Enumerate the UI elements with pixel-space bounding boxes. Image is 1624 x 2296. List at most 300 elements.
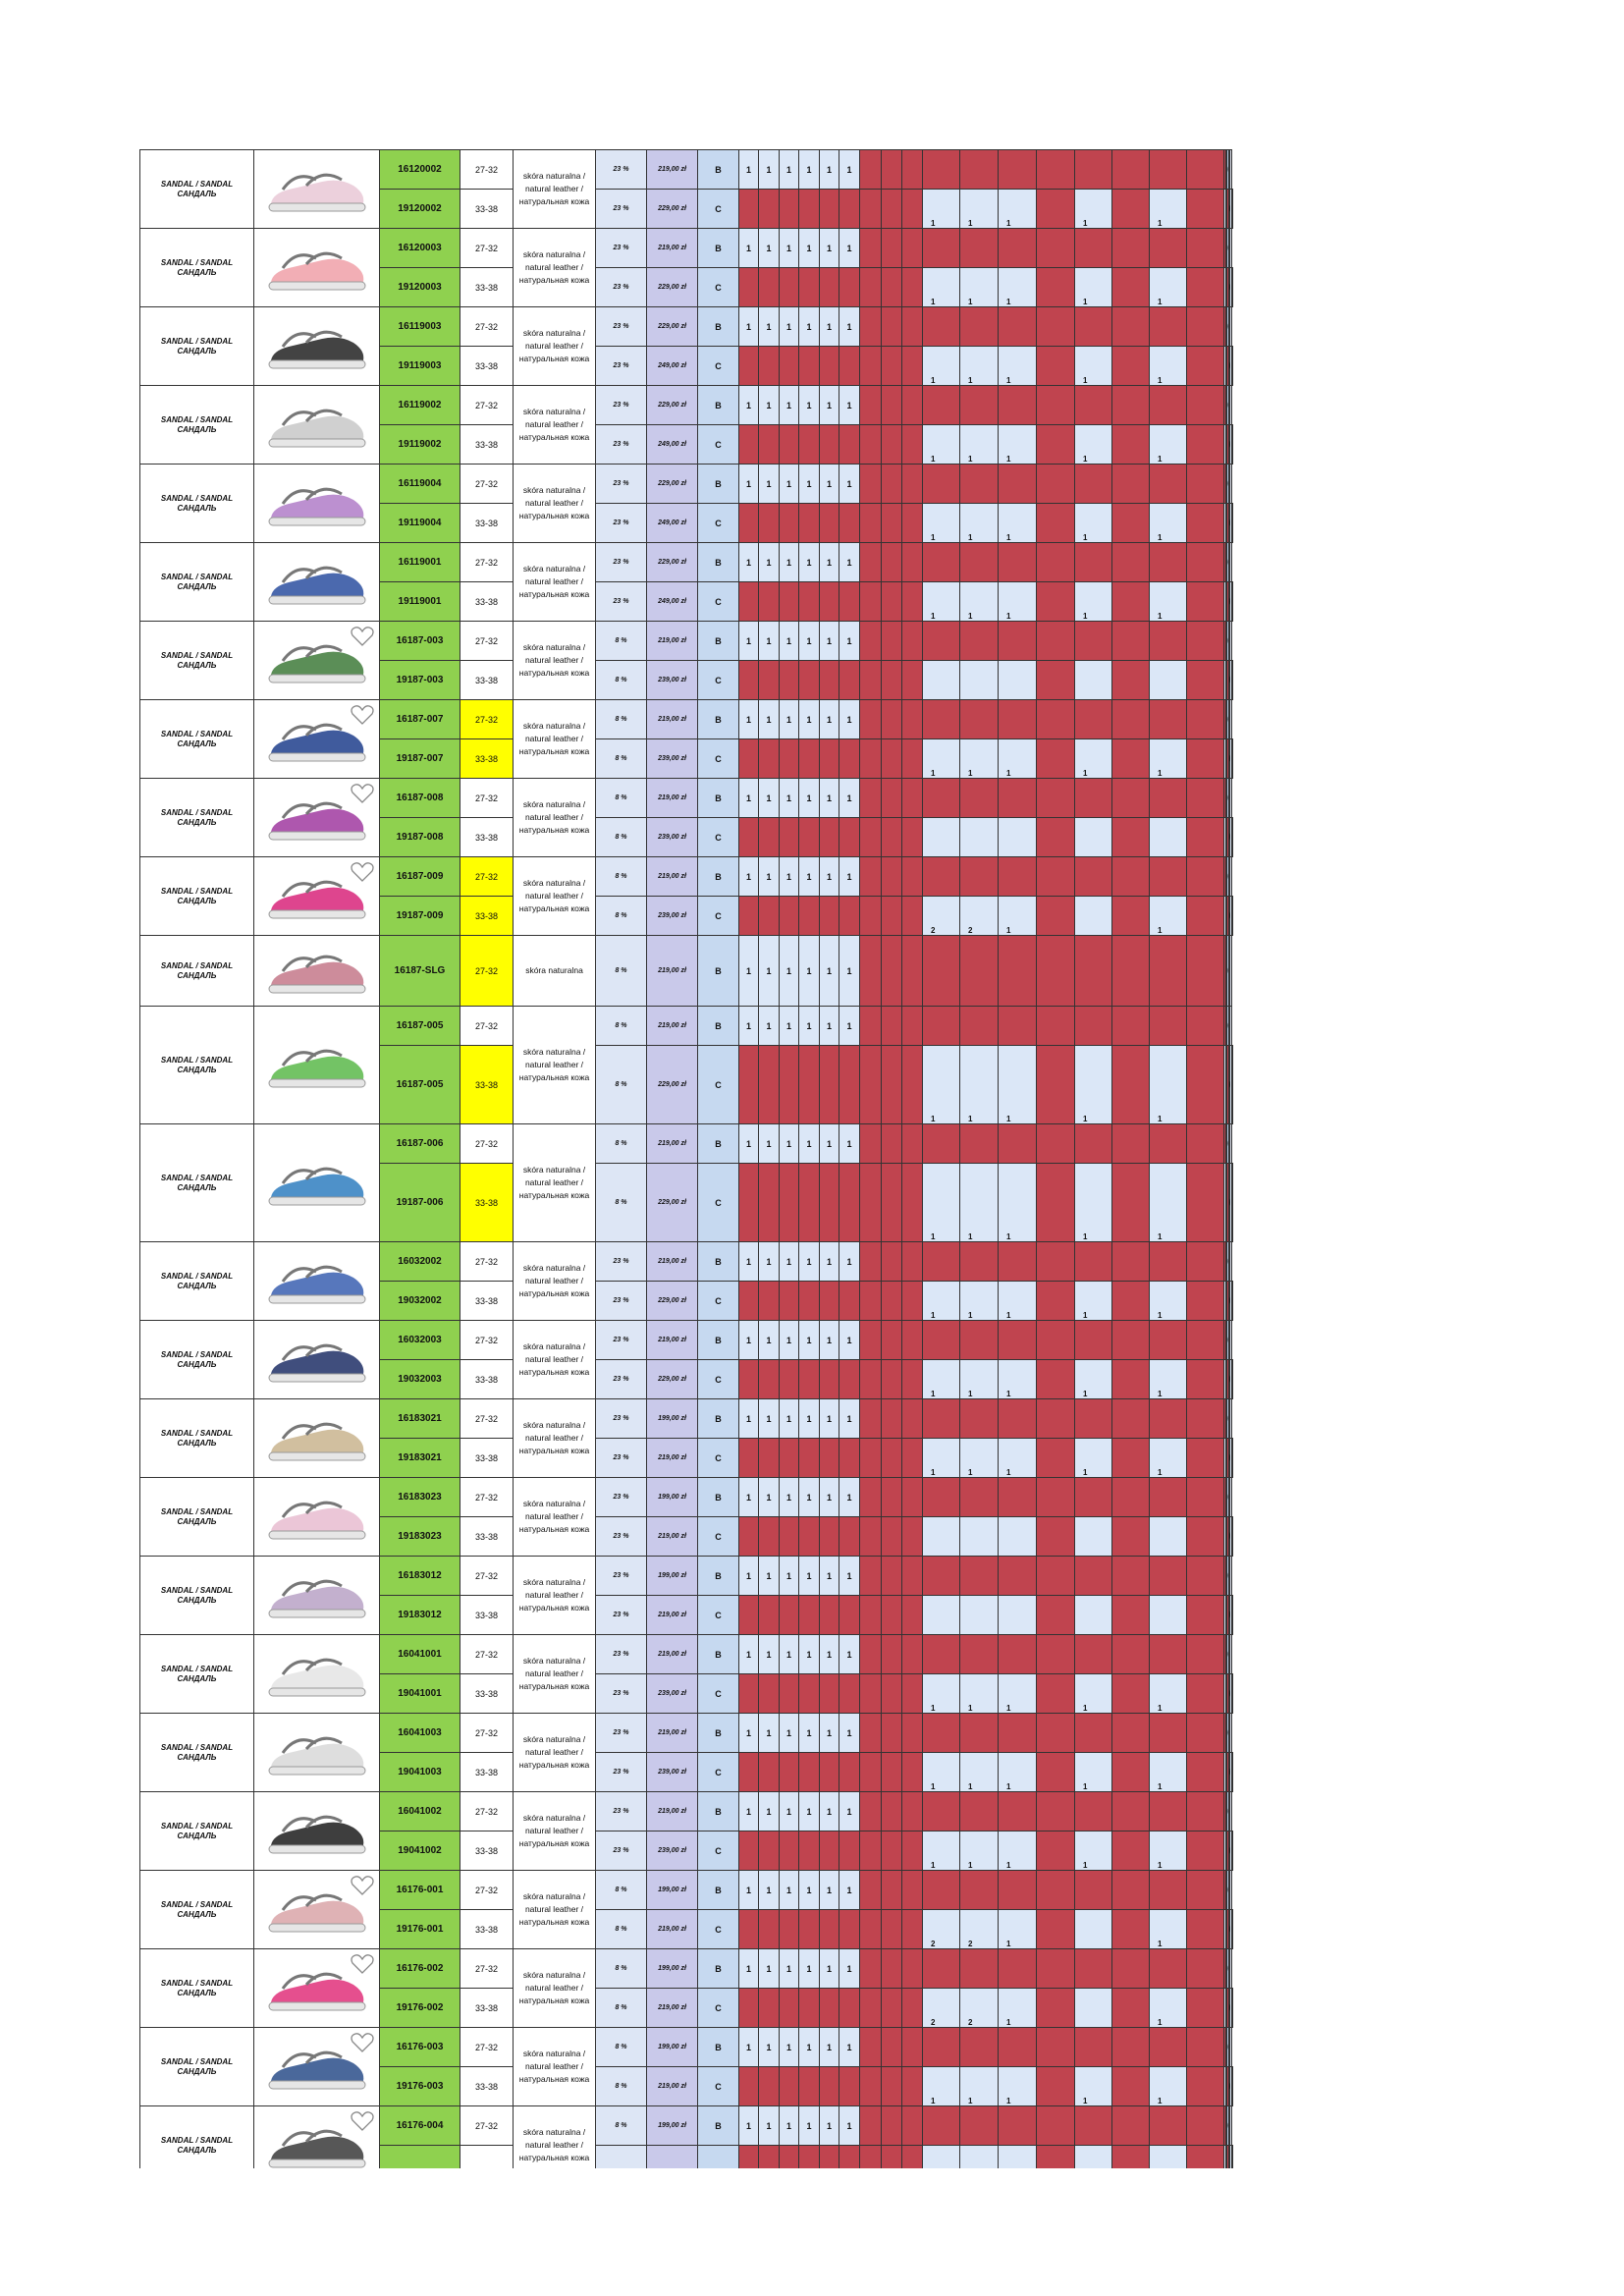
- size-qty-cell[interactable]: [1150, 1989, 1187, 2028]
- size-qty-cell[interactable]: [923, 1282, 960, 1321]
- size-qty-cell[interactable]: [1224, 425, 1226, 465]
- size-qty-cell[interactable]: [923, 2067, 960, 2106]
- qty-cell[interactable]: 1: [820, 1635, 839, 1674]
- size-qty-cell[interactable]: [960, 1596, 999, 1635]
- qty-cell[interactable]: 1: [759, 1557, 780, 1596]
- qty-cell[interactable]: 1: [780, 543, 799, 582]
- size-qty-cell[interactable]: [923, 1753, 960, 1792]
- empty-cell[interactable]: [1231, 1910, 1233, 1949]
- size-qty-cell[interactable]: [1150, 661, 1187, 700]
- qty-cell[interactable]: 1: [839, 1949, 860, 1989]
- qty-cell[interactable]: 1: [820, 622, 839, 661]
- qty-cell[interactable]: 1: [780, 1635, 799, 1674]
- size-qty-cell[interactable]: [1150, 1360, 1187, 1399]
- size-qty-cell[interactable]: [999, 1910, 1037, 1949]
- qty-cell[interactable]: 1: [759, 1635, 780, 1674]
- qty-cell[interactable]: 1: [739, 1321, 759, 1360]
- size-qty-cell[interactable]: [1150, 1831, 1187, 1871]
- qty-cell[interactable]: 1: [839, 229, 860, 268]
- qty-cell[interactable]: 1: [759, 386, 780, 425]
- size-qty-cell[interactable]: [1224, 1910, 1226, 1949]
- qty-cell[interactable]: 1: [780, 465, 799, 504]
- qty-cell[interactable]: 1: [799, 700, 820, 739]
- empty-cell[interactable]: [1230, 1557, 1232, 1596]
- qty-cell[interactable]: 1: [799, 1557, 820, 1596]
- qty-cell[interactable]: 1: [839, 2106, 860, 2146]
- qty-cell[interactable]: 1: [799, 1635, 820, 1674]
- empty-cell[interactable]: [1230, 1124, 1232, 1164]
- qty-cell[interactable]: 1: [799, 307, 820, 347]
- size-qty-cell[interactable]: [960, 818, 999, 857]
- size-qty-cell[interactable]: [1150, 1164, 1187, 1242]
- qty-cell[interactable]: 1: [820, 1714, 839, 1753]
- empty-cell[interactable]: [1230, 1399, 1232, 1439]
- qty-cell[interactable]: 1: [839, 1557, 860, 1596]
- qty-cell[interactable]: 1: [820, 543, 839, 582]
- heart-icon[interactable]: [350, 2030, 375, 2055]
- size-qty-cell[interactable]: [1224, 818, 1226, 857]
- qty-cell[interactable]: 1: [780, 936, 799, 1007]
- size-qty-cell[interactable]: [1150, 1046, 1187, 1124]
- empty-cell[interactable]: [1230, 465, 1232, 504]
- qty-cell[interactable]: 1: [839, 1242, 860, 1282]
- qty-cell[interactable]: 1: [759, 1871, 780, 1910]
- size-qty-cell[interactable]: [1075, 1596, 1112, 1635]
- qty-cell[interactable]: 1: [839, 1007, 860, 1046]
- size-qty-cell[interactable]: [999, 739, 1037, 779]
- size-qty-cell[interactable]: [1075, 268, 1112, 307]
- qty-cell[interactable]: 1: [799, 543, 820, 582]
- size-qty-cell[interactable]: [1075, 2067, 1112, 2106]
- qty-cell[interactable]: 1: [839, 1478, 860, 1517]
- size-qty-cell[interactable]: [1075, 1517, 1112, 1557]
- qty-cell[interactable]: 1: [839, 150, 860, 190]
- size-qty-cell[interactable]: [960, 1046, 999, 1124]
- qty-cell[interactable]: 1: [759, 1399, 780, 1439]
- empty-cell[interactable]: [1231, 661, 1233, 700]
- qty-cell[interactable]: 1: [780, 1399, 799, 1439]
- size-qty-cell[interactable]: [960, 897, 999, 936]
- size-qty-cell[interactable]: [960, 1910, 999, 1949]
- qty-cell[interactable]: 1: [759, 622, 780, 661]
- empty-cell[interactable]: [1230, 386, 1232, 425]
- qty-cell[interactable]: 1: [759, 229, 780, 268]
- size-qty-cell[interactable]: [999, 1517, 1037, 1557]
- qty-cell[interactable]: 1: [820, 386, 839, 425]
- qty-cell[interactable]: 1: [799, 936, 820, 1007]
- qty-cell[interactable]: 1: [759, 1007, 780, 1046]
- qty-cell[interactable]: 1: [820, 2028, 839, 2067]
- qty-cell[interactable]: 1: [739, 1871, 759, 1910]
- size-qty-cell[interactable]: [923, 1164, 960, 1242]
- size-qty-cell[interactable]: [960, 661, 999, 700]
- size-qty-cell[interactable]: [999, 190, 1037, 229]
- size-qty-cell[interactable]: [999, 268, 1037, 307]
- qty-cell[interactable]: 1: [820, 1124, 839, 1164]
- qty-cell[interactable]: 1: [759, 936, 780, 1007]
- qty-cell[interactable]: 1: [839, 1635, 860, 1674]
- size-qty-cell[interactable]: [1224, 1674, 1226, 1714]
- size-qty-cell[interactable]: [1075, 1753, 1112, 1792]
- size-qty-cell[interactable]: [999, 1164, 1037, 1242]
- size-qty-cell[interactable]: [1075, 1164, 1112, 1242]
- empty-cell[interactable]: [1230, 1478, 1232, 1517]
- size-qty-cell[interactable]: [1224, 1360, 1226, 1399]
- qty-cell[interactable]: 1: [780, 2028, 799, 2067]
- size-qty-cell[interactable]: [999, 2067, 1037, 2106]
- size-qty-cell[interactable]: [999, 1439, 1037, 1478]
- qty-cell[interactable]: 1: [799, 1321, 820, 1360]
- qty-cell[interactable]: 1: [780, 1792, 799, 1831]
- empty-cell[interactable]: [1230, 1242, 1232, 1282]
- size-qty-cell[interactable]: [960, 1517, 999, 1557]
- empty-cell[interactable]: [1231, 2067, 1233, 2106]
- qty-cell[interactable]: 1: [820, 936, 839, 1007]
- size-qty-cell[interactable]: [1075, 582, 1112, 622]
- size-qty-cell[interactable]: [1150, 2067, 1187, 2106]
- empty-cell[interactable]: [1231, 1164, 1233, 1242]
- qty-cell[interactable]: 1: [780, 1124, 799, 1164]
- size-qty-cell[interactable]: [960, 1164, 999, 1242]
- qty-cell[interactable]: 1: [820, 1949, 839, 1989]
- empty-cell[interactable]: [1230, 936, 1232, 1007]
- qty-cell[interactable]: 1: [739, 857, 759, 897]
- size-qty-cell[interactable]: [960, 1282, 999, 1321]
- empty-cell[interactable]: [1230, 779, 1232, 818]
- empty-cell[interactable]: [1230, 543, 1232, 582]
- size-qty-cell[interactable]: [1075, 1674, 1112, 1714]
- size-qty-cell[interactable]: [1224, 1753, 1226, 1792]
- qty-cell[interactable]: 1: [739, 465, 759, 504]
- qty-cell[interactable]: 1: [739, 307, 759, 347]
- qty-cell[interactable]: 1: [820, 1871, 839, 1910]
- size-qty-cell[interactable]: [999, 425, 1037, 465]
- size-qty-cell[interactable]: [999, 1674, 1037, 1714]
- qty-cell[interactable]: 1: [839, 700, 860, 739]
- size-qty-cell[interactable]: [1224, 2146, 1226, 2169]
- size-qty-cell[interactable]: [999, 1831, 1037, 1871]
- qty-cell[interactable]: 1: [759, 700, 780, 739]
- qty-cell[interactable]: 1: [820, 150, 839, 190]
- qty-cell[interactable]: 1: [739, 1242, 759, 1282]
- qty-cell[interactable]: 1: [780, 2106, 799, 2146]
- size-qty-cell[interactable]: [1224, 1164, 1226, 1242]
- qty-cell[interactable]: 1: [759, 150, 780, 190]
- size-qty-cell[interactable]: [1224, 661, 1226, 700]
- size-qty-cell[interactable]: [923, 1046, 960, 1124]
- heart-icon[interactable]: [350, 1951, 375, 1977]
- size-qty-cell[interactable]: [923, 739, 960, 779]
- qty-cell[interactable]: 1: [780, 1714, 799, 1753]
- qty-cell[interactable]: 1: [839, 622, 860, 661]
- empty-cell[interactable]: [1231, 425, 1233, 465]
- heart-icon[interactable]: [350, 1873, 375, 1898]
- size-qty-cell[interactable]: [1075, 1046, 1112, 1124]
- size-qty-cell[interactable]: [999, 582, 1037, 622]
- qty-cell[interactable]: 1: [820, 465, 839, 504]
- qty-cell[interactable]: 1: [780, 1949, 799, 1989]
- empty-cell[interactable]: [1231, 1439, 1233, 1478]
- qty-cell[interactable]: 1: [839, 1321, 860, 1360]
- size-qty-cell[interactable]: [999, 504, 1037, 543]
- size-qty-cell[interactable]: [999, 1989, 1037, 2028]
- empty-cell[interactable]: [1230, 700, 1232, 739]
- empty-cell[interactable]: [1230, 1871, 1232, 1910]
- qty-cell[interactable]: 1: [739, 622, 759, 661]
- qty-cell[interactable]: 1: [780, 779, 799, 818]
- qty-cell[interactable]: 1: [739, 386, 759, 425]
- size-qty-cell[interactable]: [1150, 1674, 1187, 1714]
- size-qty-cell[interactable]: [999, 661, 1037, 700]
- size-qty-cell[interactable]: [923, 1910, 960, 1949]
- size-qty-cell[interactable]: [999, 2146, 1037, 2169]
- size-qty-cell[interactable]: [999, 1596, 1037, 1635]
- qty-cell[interactable]: 1: [839, 779, 860, 818]
- empty-cell[interactable]: [1231, 1360, 1233, 1399]
- size-qty-cell[interactable]: [1224, 1517, 1226, 1557]
- qty-cell[interactable]: 1: [739, 1635, 759, 1674]
- qty-cell[interactable]: 1: [799, 1949, 820, 1989]
- size-qty-cell[interactable]: [1150, 347, 1187, 386]
- qty-cell[interactable]: 1: [820, 2106, 839, 2146]
- size-qty-cell[interactable]: [923, 582, 960, 622]
- size-qty-cell[interactable]: [923, 425, 960, 465]
- empty-cell[interactable]: [1230, 150, 1232, 190]
- qty-cell[interactable]: 1: [739, 1557, 759, 1596]
- qty-cell[interactable]: 1: [799, 1242, 820, 1282]
- qty-cell[interactable]: 1: [759, 1124, 780, 1164]
- qty-cell[interactable]: 1: [759, 1321, 780, 1360]
- empty-cell[interactable]: [1231, 504, 1233, 543]
- empty-cell[interactable]: [1231, 739, 1233, 779]
- qty-cell[interactable]: 1: [759, 465, 780, 504]
- empty-cell[interactable]: [1231, 1989, 1233, 2028]
- qty-cell[interactable]: 1: [780, 386, 799, 425]
- empty-cell[interactable]: [1231, 347, 1233, 386]
- size-qty-cell[interactable]: [1224, 268, 1226, 307]
- empty-cell[interactable]: [1230, 1635, 1232, 1674]
- size-qty-cell[interactable]: [1150, 504, 1187, 543]
- size-qty-cell[interactable]: [960, 739, 999, 779]
- size-qty-cell[interactable]: [1075, 1910, 1112, 1949]
- empty-cell[interactable]: [1230, 1714, 1232, 1753]
- size-qty-cell[interactable]: [923, 347, 960, 386]
- qty-cell[interactable]: 1: [780, 1321, 799, 1360]
- qty-cell[interactable]: 1: [799, 2106, 820, 2146]
- size-qty-cell[interactable]: [1150, 897, 1187, 936]
- qty-cell[interactable]: 1: [780, 150, 799, 190]
- size-qty-cell[interactable]: [1150, 1596, 1187, 1635]
- size-qty-cell[interactable]: [1150, 268, 1187, 307]
- qty-cell[interactable]: 1: [839, 1714, 860, 1753]
- qty-cell[interactable]: 1: [820, 307, 839, 347]
- empty-cell[interactable]: [1230, 307, 1232, 347]
- empty-cell[interactable]: [1231, 1596, 1233, 1635]
- qty-cell[interactable]: 1: [839, 936, 860, 1007]
- size-qty-cell[interactable]: [960, 582, 999, 622]
- size-qty-cell[interactable]: [1224, 1989, 1226, 2028]
- qty-cell[interactable]: 1: [739, 936, 759, 1007]
- qty-cell[interactable]: 1: [799, 779, 820, 818]
- qty-cell[interactable]: 1: [759, 1792, 780, 1831]
- size-qty-cell[interactable]: [923, 818, 960, 857]
- qty-cell[interactable]: 1: [820, 857, 839, 897]
- empty-cell[interactable]: [1231, 1517, 1233, 1557]
- size-qty-cell[interactable]: [1150, 1439, 1187, 1478]
- size-qty-cell[interactable]: [1224, 739, 1226, 779]
- heart-icon[interactable]: [350, 781, 375, 806]
- qty-cell[interactable]: 1: [759, 1242, 780, 1282]
- size-qty-cell[interactable]: [1224, 2067, 1226, 2106]
- empty-cell[interactable]: [1231, 1046, 1233, 1124]
- qty-cell[interactable]: 1: [780, 1871, 799, 1910]
- size-qty-cell[interactable]: [960, 1989, 999, 2028]
- qty-cell[interactable]: 1: [739, 1792, 759, 1831]
- size-qty-cell[interactable]: [923, 190, 960, 229]
- size-qty-cell[interactable]: [1224, 504, 1226, 543]
- qty-cell[interactable]: 1: [839, 307, 860, 347]
- heart-icon[interactable]: [350, 2108, 375, 2134]
- size-qty-cell[interactable]: [1150, 2146, 1187, 2169]
- size-qty-cell[interactable]: [1150, 582, 1187, 622]
- qty-cell[interactable]: 1: [739, 1949, 759, 1989]
- size-qty-cell[interactable]: [1075, 1989, 1112, 2028]
- qty-cell[interactable]: 1: [820, 1242, 839, 1282]
- size-qty-cell[interactable]: [960, 1753, 999, 1792]
- size-qty-cell[interactable]: [1075, 425, 1112, 465]
- qty-cell[interactable]: 1: [759, 857, 780, 897]
- size-qty-cell[interactable]: [1075, 1439, 1112, 1478]
- size-qty-cell[interactable]: [923, 1517, 960, 1557]
- size-qty-cell[interactable]: [1224, 897, 1226, 936]
- qty-cell[interactable]: 1: [820, 779, 839, 818]
- qty-cell[interactable]: 1: [759, 543, 780, 582]
- empty-cell[interactable]: [1231, 1674, 1233, 1714]
- qty-cell[interactable]: 1: [839, 1124, 860, 1164]
- qty-cell[interactable]: 1: [739, 1478, 759, 1517]
- qty-cell[interactable]: 1: [799, 465, 820, 504]
- qty-cell[interactable]: 1: [759, 779, 780, 818]
- heart-icon[interactable]: [350, 702, 375, 728]
- qty-cell[interactable]: 1: [739, 779, 759, 818]
- empty-cell[interactable]: [1231, 1282, 1233, 1321]
- size-qty-cell[interactable]: [1075, 897, 1112, 936]
- qty-cell[interactable]: 1: [739, 150, 759, 190]
- size-qty-cell[interactable]: [923, 661, 960, 700]
- size-qty-cell[interactable]: [999, 1360, 1037, 1399]
- qty-cell[interactable]: 1: [839, 1871, 860, 1910]
- empty-cell[interactable]: [1231, 2146, 1233, 2169]
- qty-cell[interactable]: 1: [839, 857, 860, 897]
- size-qty-cell[interactable]: [1075, 2146, 1112, 2169]
- size-qty-cell[interactable]: [960, 425, 999, 465]
- qty-cell[interactable]: 1: [839, 1399, 860, 1439]
- qty-cell[interactable]: 1: [739, 700, 759, 739]
- size-qty-cell[interactable]: [1150, 1753, 1187, 1792]
- size-qty-cell[interactable]: [1150, 190, 1187, 229]
- qty-cell[interactable]: 1: [780, 229, 799, 268]
- qty-cell[interactable]: 1: [780, 700, 799, 739]
- empty-cell[interactable]: [1231, 268, 1233, 307]
- empty-cell[interactable]: [1230, 1792, 1232, 1831]
- qty-cell[interactable]: 1: [799, 1124, 820, 1164]
- size-qty-cell[interactable]: [960, 190, 999, 229]
- empty-cell[interactable]: [1230, 622, 1232, 661]
- size-qty-cell[interactable]: [1224, 1282, 1226, 1321]
- qty-cell[interactable]: 1: [759, 1949, 780, 1989]
- qty-cell[interactable]: 1: [839, 465, 860, 504]
- empty-cell[interactable]: [1231, 897, 1233, 936]
- empty-cell[interactable]: [1230, 2028, 1232, 2067]
- qty-cell[interactable]: 1: [839, 543, 860, 582]
- qty-cell[interactable]: 1: [799, 229, 820, 268]
- qty-cell[interactable]: 1: [759, 307, 780, 347]
- qty-cell[interactable]: 1: [799, 1714, 820, 1753]
- qty-cell[interactable]: 1: [780, 1478, 799, 1517]
- size-qty-cell[interactable]: [923, 1596, 960, 1635]
- qty-cell[interactable]: 1: [820, 1478, 839, 1517]
- size-qty-cell[interactable]: [960, 2067, 999, 2106]
- size-qty-cell[interactable]: [999, 897, 1037, 936]
- size-qty-cell[interactable]: [1075, 504, 1112, 543]
- size-qty-cell[interactable]: [1224, 347, 1226, 386]
- empty-cell[interactable]: [1231, 818, 1233, 857]
- heart-icon[interactable]: [350, 859, 375, 885]
- size-qty-cell[interactable]: [923, 1439, 960, 1478]
- size-qty-cell[interactable]: [1150, 425, 1187, 465]
- qty-cell[interactable]: 1: [739, 2106, 759, 2146]
- qty-cell[interactable]: 1: [759, 2028, 780, 2067]
- qty-cell[interactable]: 1: [799, 1871, 820, 1910]
- empty-cell[interactable]: [1231, 582, 1233, 622]
- size-qty-cell[interactable]: [1075, 1282, 1112, 1321]
- size-qty-cell[interactable]: [923, 2146, 960, 2169]
- qty-cell[interactable]: 1: [739, 1007, 759, 1046]
- size-qty-cell[interactable]: [1224, 1439, 1226, 1478]
- qty-cell[interactable]: 1: [759, 1478, 780, 1517]
- qty-cell[interactable]: 1: [839, 2028, 860, 2067]
- qty-cell[interactable]: 1: [820, 1007, 839, 1046]
- qty-cell[interactable]: 1: [799, 386, 820, 425]
- qty-cell[interactable]: 1: [820, 1399, 839, 1439]
- qty-cell[interactable]: 1: [820, 1557, 839, 1596]
- size-qty-cell[interactable]: [960, 2146, 999, 2169]
- qty-cell[interactable]: 1: [739, 229, 759, 268]
- qty-cell[interactable]: 1: [799, 857, 820, 897]
- heart-icon[interactable]: [350, 624, 375, 649]
- qty-cell[interactable]: 1: [739, 1399, 759, 1439]
- size-qty-cell[interactable]: [1224, 582, 1226, 622]
- empty-cell[interactable]: [1230, 2106, 1232, 2146]
- empty-cell[interactable]: [1231, 1753, 1233, 1792]
- size-qty-cell[interactable]: [1150, 1282, 1187, 1321]
- qty-cell[interactable]: 1: [739, 2028, 759, 2067]
- qty-cell[interactable]: 1: [799, 1478, 820, 1517]
- size-qty-cell[interactable]: [999, 1282, 1037, 1321]
- qty-cell[interactable]: 1: [780, 1242, 799, 1282]
- size-qty-cell[interactable]: [923, 1360, 960, 1399]
- empty-cell[interactable]: [1231, 1831, 1233, 1871]
- qty-cell[interactable]: 1: [780, 857, 799, 897]
- size-qty-cell[interactable]: [1075, 739, 1112, 779]
- empty-cell[interactable]: [1231, 190, 1233, 229]
- size-qty-cell[interactable]: [923, 897, 960, 936]
- qty-cell[interactable]: 1: [780, 1557, 799, 1596]
- qty-cell[interactable]: 1: [799, 1792, 820, 1831]
- qty-cell[interactable]: 1: [820, 700, 839, 739]
- qty-cell[interactable]: 1: [759, 1714, 780, 1753]
- qty-cell[interactable]: 1: [799, 1007, 820, 1046]
